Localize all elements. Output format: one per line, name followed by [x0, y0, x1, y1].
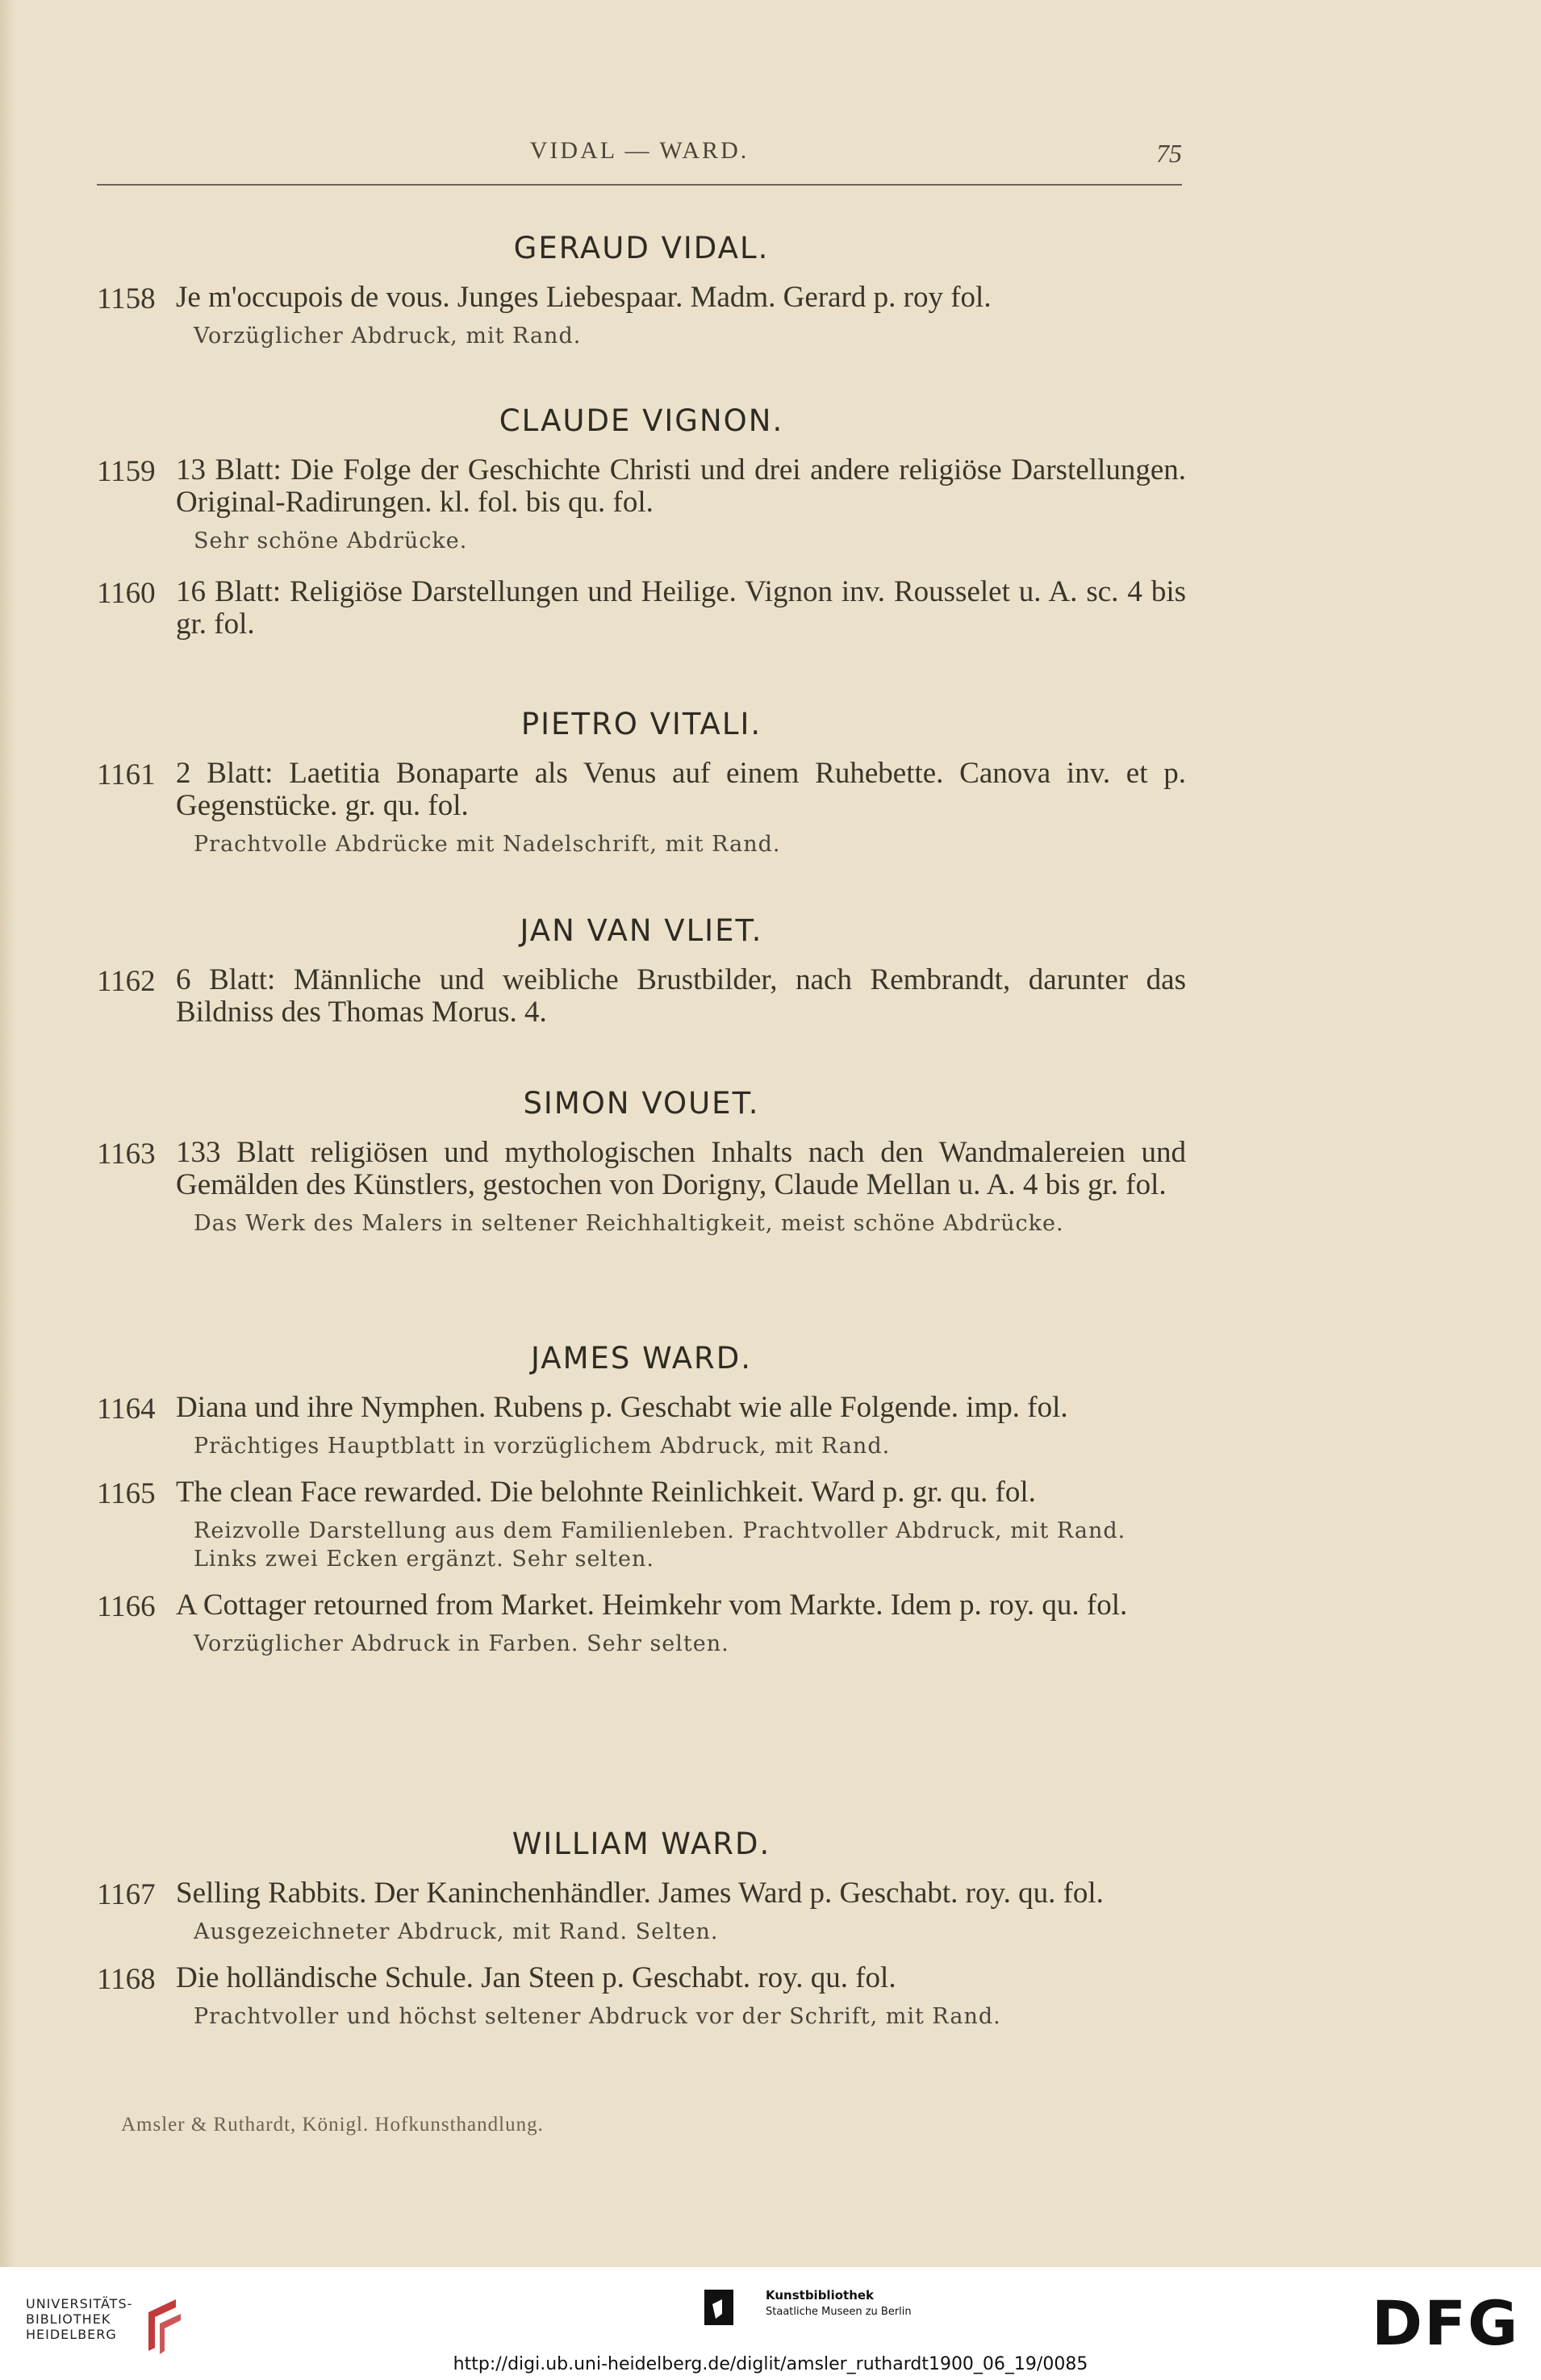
catalog-entry [97, 454, 1186, 555]
page-number: 75 [1156, 139, 1182, 168]
entry-note: Reizvolle Darstellung aus dem Familienleben. Prachtvoller Abdruck, mit Rand. Links zwei Ecken ergänzt. Sehr selten. [194, 1518, 1126, 1572]
artist-heading: JAN VAN VLIET. [520, 913, 763, 948]
entry-number: 1159 [97, 455, 156, 488]
entry-number: 1163 [97, 1138, 156, 1171]
source-url-link[interactable]: http://digi.ub.uni-heidelberg.de/diglit/amsler_ruthardt1900_06_19/0085 [453, 2354, 1088, 2374]
dfg-logo: DFG [1372, 2287, 1520, 2359]
section-james-ward [97, 1341, 1186, 1658]
kunstbibliothek-emblem-icon [704, 2290, 733, 2325]
kunstbibliothek-subtitle: Staatliche Museen zu Berlin [766, 2306, 912, 2318]
entry-number: 1167 [97, 1878, 156, 1911]
entry-text: A Cottager retourned from Market. Heimkehr vom Markte. Idem p. roy. qu. fol. [176, 1589, 1128, 1622]
artist-heading: CLAUDE VIGNON. [499, 403, 784, 438]
entry-text: Selling Rabbits. Der Kaninchenhändler. James Ward p. Geschabt. roy. qu. fol. [176, 1877, 1104, 1910]
kunstbibliothek-logo [704, 2285, 946, 2345]
publisher-imprint: Amsler & Ruthardt, Königl. Hofkunsthandlung. [121, 2114, 544, 2136]
section-claude-vignon [97, 403, 1186, 641]
library-name-line: HEIDELBERG [26, 2327, 117, 2342]
entry-note: Prachtvoller und höchst seltener Abdruck vor der Schrift, mit Rand. [194, 2004, 1001, 2029]
catalog-entry [97, 1962, 1186, 2031]
library-emblem-icon [144, 2294, 186, 2359]
running-header [97, 136, 1182, 186]
section-william-ward [97, 1827, 1186, 2031]
catalog-entry [97, 1877, 1186, 1946]
digitization-footer [0, 2267, 1541, 2380]
entry-number: 1165 [97, 1477, 156, 1510]
entry-number: 1162 [97, 965, 156, 998]
entry-text: 16 Blatt: Religiöse Darstellungen und Heilige. Vignon inv. Rousselet u. A. sc. 4 bis gr. fol. [176, 575, 1186, 641]
catalog-entry [97, 1392, 1186, 1460]
artist-heading: WILLIAM WARD. [512, 1827, 771, 1861]
entry-note: Vorzüglicher Abdruck, mit Rand. [194, 324, 582, 349]
entry-number: 1166 [97, 1590, 156, 1623]
entry-number: 1158 [97, 282, 156, 315]
entry-note: Sehr schöne Abdrücke. [194, 528, 468, 553]
section-pietro-vitali [97, 707, 1186, 858]
artist-heading: SIMON VOUET. [523, 1086, 760, 1121]
entry-number: 1164 [97, 1393, 156, 1426]
catalog-entry [97, 1476, 1186, 1573]
running-title: VIDAL — WARD. [529, 137, 750, 164]
entry-text: 2 Blatt: Laetitia Bonaparte als Venus auf einem Ruhebette. Canova inv. et p. Gegenstücke. gr. qu. fol. [176, 757, 1186, 822]
entry-number: 1168 [97, 1963, 156, 1996]
catalog-entry [97, 576, 1186, 641]
section-geraud-vidal [97, 231, 1186, 350]
catalog-entry [97, 282, 1186, 350]
entry-text: 133 Blatt religiösen und mythologischen Inhalts nach den Wandmalereien und Gemälden des Künstlers, gestochen von Dorigny, Claude Mellan u. A. 4 bis gr. fol. [176, 1136, 1186, 1201]
catalog-entry [97, 758, 1186, 858]
catalog-entry [97, 1589, 1186, 1658]
artist-heading: GERAUD VIDAL. [513, 231, 770, 265]
entry-text: 13 Blatt: Die Folge der Geschichte Christi und drei andere religiöse Darstellungen. Original-Radirungen. kl. fol. bis qu. fol. [176, 453, 1186, 519]
entry-text: Je m'occupois de vous. Junges Liebespaar. Madm. Gerard p. roy fol. [176, 281, 992, 314]
artist-heading: JAMES WARD. [531, 1341, 752, 1376]
catalog-entry [97, 1137, 1186, 1238]
artist-heading: PIETRO VITALI. [520, 707, 762, 741]
entry-text: Diana und ihre Nymphen. Rubens p. Geschabt wie alle Folgende. imp. fol. [176, 1391, 1068, 1424]
entry-text: The clean Face rewarded. Die belohnte Reinlichkeit. Ward p. gr. qu. fol. [176, 1476, 1036, 1509]
entry-note: Prächtiges Hauptblatt in vorzüglichem Abdruck, mit Rand. [194, 1434, 891, 1459]
section-jan-van-vliet [97, 913, 1186, 1029]
entry-note: Vorzüglicher Abdruck in Farben. Sehr selten. [194, 1631, 729, 1656]
entry-note: Prachtvolle Abdrücke mit Nadelschrift, mit Rand. [194, 832, 781, 857]
entry-note: Ausgezeichneter Abdruck, mit Rand. Selten. [194, 1919, 719, 1944]
entry-number: 1161 [97, 758, 156, 791]
entry-number: 1160 [97, 577, 156, 610]
library-name-line: UNIVERSITÄTS- [26, 2296, 133, 2311]
entry-text: 6 Blatt: Männliche und weibliche Brustbilder, nach Rembrandt, darunter das Bildniss des Thomas Morus. 4. [176, 963, 1186, 1029]
library-name-line: BIBLIOTHEK [26, 2311, 111, 2327]
heidelberg-library-logo [26, 2296, 132, 2342]
catalog-entry [97, 964, 1186, 1029]
kunstbibliothek-title: Kunstbibliothek [766, 2288, 875, 2303]
entry-text: Die holländische Schule. Jan Steen p. Geschabt. roy. qu. fol. [176, 1961, 896, 1994]
section-simon-vouet [97, 1086, 1186, 1238]
entry-note: Das Werk des Malers in seltener Reichhaltigkeit, meist schöne Abdrücke. [194, 1211, 1064, 1236]
